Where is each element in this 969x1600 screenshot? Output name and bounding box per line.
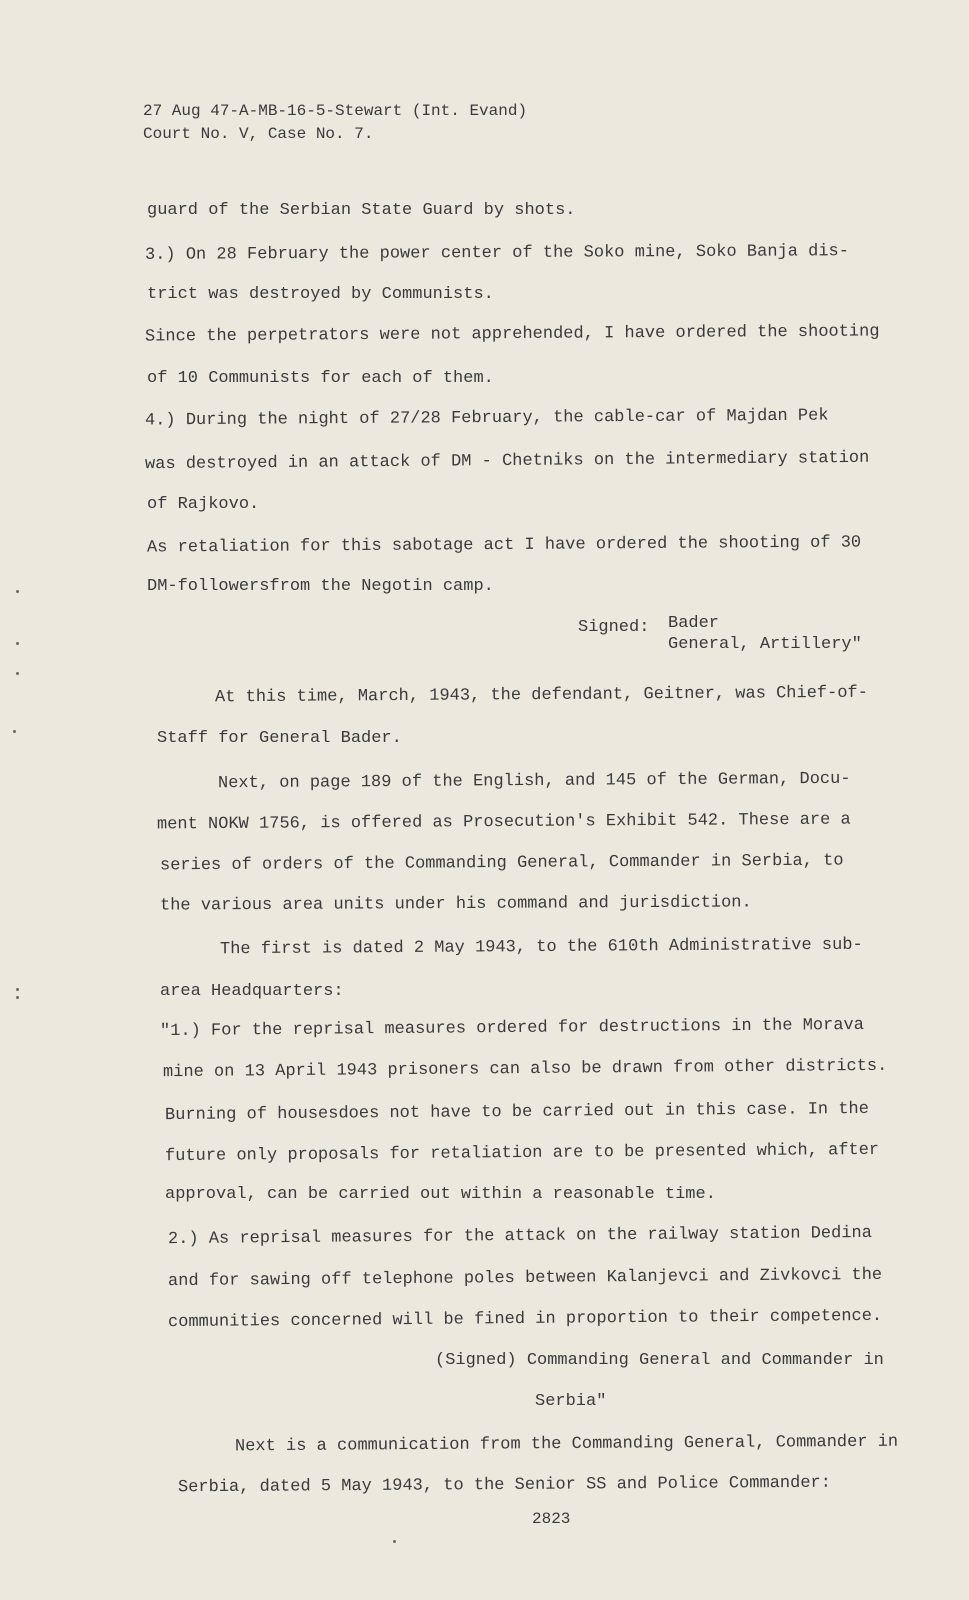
text-line: and for sawing off telephone poles between Kalanjevci and Zivkovci the: [167, 1265, 883, 1292]
text-line: "1.) For the reprisal measures ordered for destructions in the Morava: [159, 1015, 864, 1042]
text-line: The first is dated 2 May 1943, to the 610th Administrative sub-: [219, 935, 863, 960]
page-number: 2823: [532, 1510, 571, 1528]
scan-mark: [16, 590, 19, 593]
scan-mark: [13, 730, 16, 733]
signature-title: General, Artillery": [668, 635, 862, 654]
text-line: As retaliation for this sabotage act I have ordered the shooting of 30: [146, 533, 862, 558]
text-line: ment NOKW 1756, is offered as Prosecution's Exhibit 542. These are a: [156, 810, 851, 835]
text-line: guard of the Serbian State Guard by shots.: [147, 201, 576, 220]
scan-mark: [16, 988, 19, 991]
signature-line-2: Serbia": [535, 1392, 607, 1411]
signature-name: Bader: [668, 614, 720, 633]
scan-mark: [16, 642, 19, 645]
text-line: series of orders of the Commanding General, Commander in Serbia, to: [159, 851, 844, 876]
text-line: of 10 Communists for each of them.: [147, 369, 494, 388]
text-line: mine on 13 April 1943 prisoners can also be drawn from other districts.: [162, 1056, 888, 1083]
text-line: trict was destroyed by Communists.: [147, 285, 494, 304]
text-line: of Rajkovo.: [147, 495, 260, 514]
text-line: communities concerned will be fined in proportion to their competence.: [167, 1306, 883, 1333]
text-line: approval, can be carried out within a reasonable time.: [165, 1185, 716, 1204]
text-line: 4.) During the night of 27/28 February, the cable-car of Majdan Pek: [144, 406, 829, 431]
text-line: Staff for General Bader.: [157, 729, 402, 748]
text-line: DM-followersfrom the Negotin camp.: [147, 577, 494, 596]
text-line: the various area units under his command and jurisdiction.: [159, 893, 752, 916]
text-line: future only proposals for retaliation are to be presented which, after: [164, 1140, 880, 1167]
text-line: Burning of housesdoes not have to be carried out in this case. In the: [164, 1099, 869, 1126]
text-line: 3.) On 28 February the power center of the Soko mine, Soko Banja dis-: [144, 242, 849, 265]
signature-line-1: (Signed) Commanding General and Commander in: [435, 1351, 884, 1370]
text-line: Serbia, dated 5 May 1943, to the Senior SS and Police Commander:: [177, 1473, 831, 1498]
document-header: [143, 100, 527, 146]
scan-mark: [16, 672, 19, 675]
text-line: was destroyed in an attack of DM - Chetniks on the intermediary station: [144, 448, 870, 475]
text-line: At this time, March, 1943, the defendant, Geitner, was Chief-of-: [214, 683, 868, 708]
header-line-2: Court No. V, Case No. 7.: [143, 125, 374, 143]
signature-label: Signed:: [578, 618, 650, 637]
scan-mark: [16, 996, 19, 999]
scan-mark: [393, 1540, 396, 1543]
header-line-1: 27 Aug 47-A-MB-16-5-Stewart (Int. Evand): [143, 102, 528, 120]
text-line: Next, on page 189 of the English, and 145 of the German, Docu-: [217, 769, 851, 794]
text-line: area Headquarters:: [160, 982, 344, 1001]
text-line: Since the perpetrators were not apprehended, I have ordered the shooting: [144, 322, 880, 347]
text-line: 2.) As reprisal measures for the attack on the railway station Dedina: [167, 1223, 872, 1250]
text-line: Next is a communication from the Commanding General, Commander in: [234, 1432, 899, 1457]
